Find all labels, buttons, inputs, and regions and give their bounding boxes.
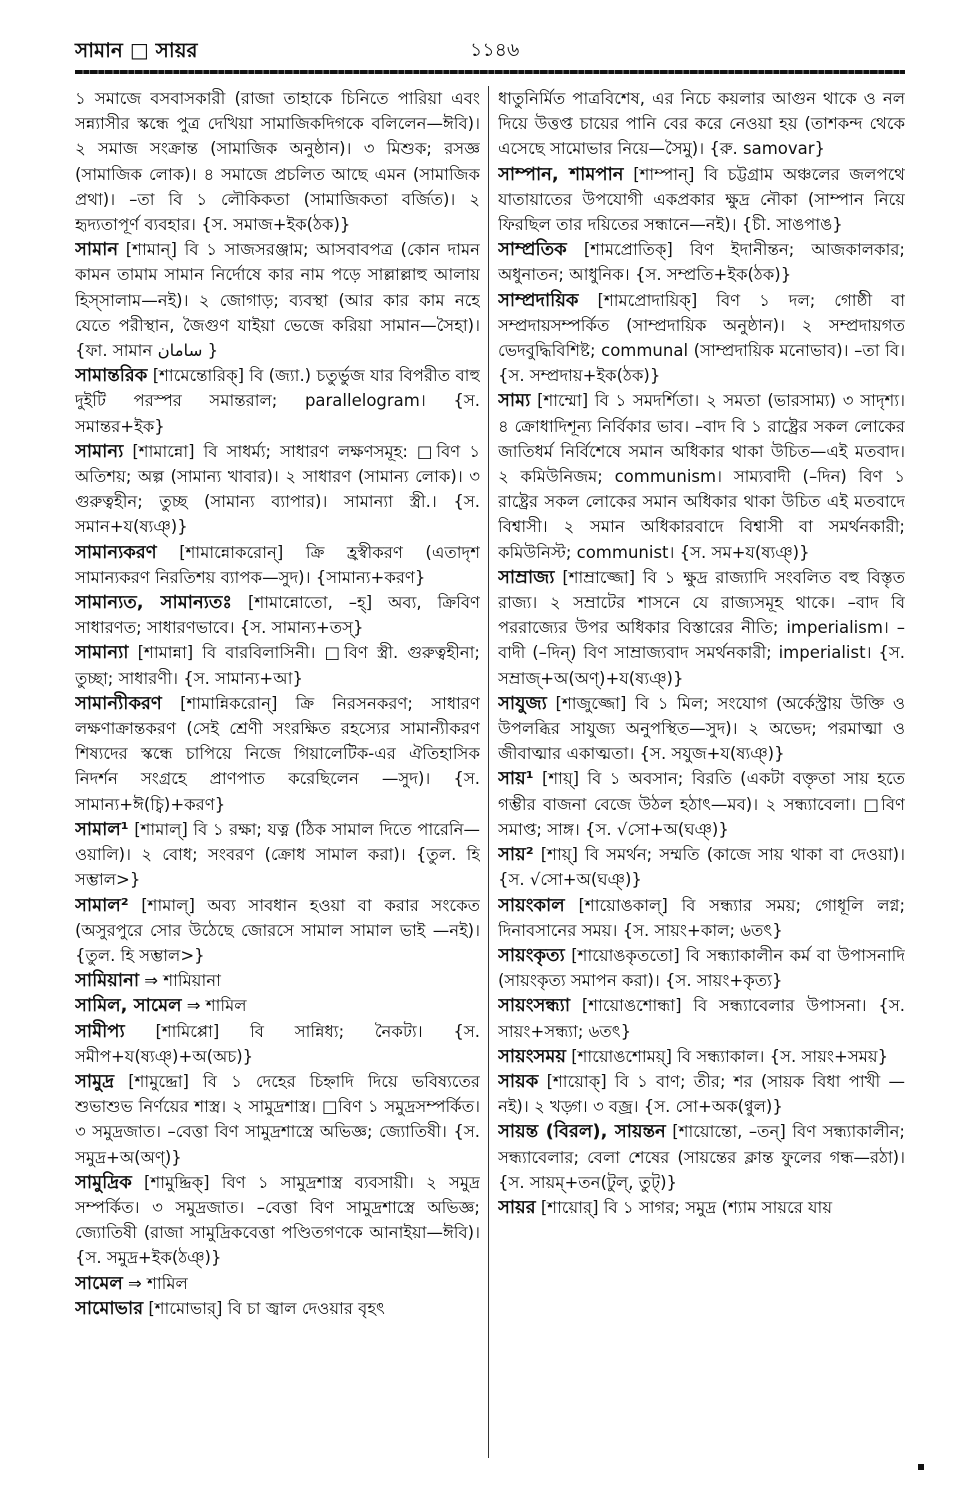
dictionary-entry [75,691,480,817]
definition: ⇒ শামিল [128,1273,188,1293]
headword: সায়ংকাল [498,894,565,916]
header-rule [75,70,905,74]
definition: [শায়োঙকাল্] বি সন্ধ্যার সময়; গোধূলি লগ্ন; দিনাবসানের সময়। {স. সায়ং+কাল; ৬তৎ} [498,895,905,940]
dictionary-entry [498,237,905,287]
dictionary-entry [75,86,480,237]
definition: [শাজুজ্জো] বি ১ মিল; সংযোগ (অর্কেস্ট্রায় উক্তি ও উপলব্ধির সাযুজ্য অনুপস্থিত—সুদ)। ২ অভেদ; পরমাত্মা ও জীবাত্মার একাত্মতা। {স. সযুজ+য(ষ্যঞ্)} [498,693,905,764]
definition: [শামপ্রোতিক্] বিণ ইদানীন্তন; আজকালকার; অধুনাতন; আধুনিক। {স. সম্প্রতি+ইক(ঠক)} [498,240,905,285]
headword: সামান্যত, সামান্যতঃ [75,592,233,614]
definition: [শামান্নোকরোন্] ক্রি হ্রস্বীকরণ (এতাদৃশ সামান্যকরণ নিরতিশয় ব্যাপক—সুদ)। {সামান্য+করণ} [75,542,480,587]
definition: [শাম্মো] বি ১ সমদর্শিতা। ২ সমতা (ভারসাম্য) ৩ সাদৃশ্য। ৪ ক্রোধাদিশূন্য নির্বিকার ভাব। –বাদ বি ১ রাষ্ট্রের সকল লোকের জাতিধর্ম নির্বিশেষে সমান অধিকার থাকা উচিত—এই মতবাদ। ২ কমিউনিজম; communism। সাম্যবাদী (–দিন) বিণ ১ রাষ্ট্রের সকল লোকের সমান অধিকার থাকা উচিত এই মতবাদে বিশ্বাসী। ২ সমান অধিকারবাদে বিশ্বাসী বা সমর্থনকারী; কমিউনিস্ট; communist। {স. সম+য(ষ্যঞ্)} [498,391,905,562]
headword: সামান্য [75,440,124,462]
running-header [75,36,905,66]
dictionary-entry [75,968,480,993]
headword: সামীপ্য [75,1020,125,1042]
definition: ১ সমাজে বসবাসকারী (রাজা তাহাকে চিনিতে পারিয়া এবং সন্ন্যাসীর স্কন্ধে পুত্র দেখিয়া সামাজিকদিগকে বলিলেন—ঈবি)। ২ সমাজ সংক্রান্ত (সামাজিক অনুষ্ঠান)। ৩ মিশুক; রসজ্ঞ (সামাজিক লোক)। ৪ সমাজে প্রচলিত আছে এমন (সামাজিক প্রথা)। –তা বি ১ লৌকিকতা (সামাজিকতা বর্জিত)। ২ হৃদ্যতাপূর্ণ ব্যবহার। {স. সমাজ+ইক(ঠক)} [75,89,480,235]
definition: [শায়োন্তো, –তন্] বিণ সন্ধ্যাকালীন; সন্ধ্যাবেলার; বেলা শেষের (সায়ন্তের ক্লান্ত ফুলের গন্ধ—রঠা)। {স. সায়ম্+তন(টুল্, তুট্)} [498,1122,905,1192]
column-divider [488,86,489,1458]
dictionary-entry [498,893,905,943]
definition: [শায়োঙকৃততো] বি সন্ধ্যাকালীন কর্ম বা উপাসনাদি (সায়ংকৃত্য সমাপন করা)। {স. সায়ং+কৃত্য} [498,945,905,991]
headword: সাযুজ্য [498,692,547,714]
definition: [শামাল্] অব্য সাবধান হওয়া বা করার সংকেত (অসুরপুরে সোর উঠেছে জোরসে সামাল সামাল ভাই —নই)। {তুল. হি সম্ভাল>} [75,895,480,965]
dictionary-entry [498,1119,905,1195]
headword: সামিল, সামেল [75,995,182,1017]
definition: [শায়োক্] বি ১ বাণ; তীর; শর (সায়ক বিধা পাখী —নই)। ২ খড়্গ। ৩ বজ্র। {স. সো+অক(ণ্বুল)} [498,1071,905,1117]
definition: [শামোভার্] বি চা জ্বাল দেওয়ার বৃহৎ [148,1298,385,1318]
headword: সামিয়ানা [75,970,140,992]
headword: সামান্যীকরণ [75,692,162,714]
dictionary-entry [75,817,480,893]
dictionary-entry [75,439,480,540]
dictionary-entry [75,993,480,1018]
definition: [শামান্নিকরোন্] ক্রি নিরসনকরণ; সাধারণ লক্ষণাক্রান্তকরণ (সেই শ্রেণী সংরক্ষিত রহস্যের সামান্যীকরণ শিষ্যদের স্কন্ধে চাপিয়ে নিজে গিয়ালেটিক-এর ঐতিহাসিক নিদর্শন সংগ্রহে প্রাণপাত করেছিলেন —সুদ)। {স. সামান্য+ঈ(চ্বি)+করণ} [75,693,480,814]
definition: [শায়োর্] বি ১ সাগর; সমুদ্র (শ্যাম সায়রে যায় [540,1197,833,1217]
headword: সাম্প্রতিক [498,239,567,261]
headword: সায়ংসন্ধ্যা [498,995,571,1017]
dictionary-entry [498,1069,905,1119]
dictionary-entry [498,1044,905,1069]
dictionary-entry [75,363,480,439]
headword: সায়ংসময় [498,1045,566,1067]
headword: সামাল² [75,894,129,916]
guide-words: সামান □ সায়র [75,38,198,62]
page-number: ১১৪৬ [470,39,520,61]
headword: সায়র [498,1196,536,1218]
definition: [শামান্নোতো, –হ্] অব্য, ক্রিবিণ সাধারণত; সাধারণভাবে। {স. সামান্য+তস্} [75,593,480,638]
dictionary-entry [75,893,480,969]
headword: সাম্য [498,390,531,412]
right-column [498,86,905,1456]
dictionary-entry [498,766,905,842]
dictionary-entry [75,237,480,363]
dictionary-entry [498,388,905,564]
definition: [শায়্] বি সমর্থন; সম্মতি (কাজে সায় থাকা বা দেওয়া)। {স. √সো+অ(ঘঞ্)} [498,845,905,890]
definition: [শামপ্রোদায়িক্] বিণ ১ দল; গোষ্ঠী বা সম্প্রদায়সম্পর্কিত (সাম্প্রদায়িক অনুষ্ঠান)। ২ সম্প্রদায়গত ভেদবুদ্ধিবিশিষ্ট; communal (সাম্প্রদায়িক মনোভাব)। –তা বি। {স. সম্প্রদায়+ইক(ঠক)} [498,290,905,386]
headword: সাম্রাজ্য [498,566,555,588]
dictionary-entry [75,1170,480,1271]
definition: [শায়োঙশোময়্] বি সন্ধ্যাকাল। {স. সায়ং+সময়} [571,1046,889,1066]
headword: সায়ংকৃত্য [498,944,565,966]
dictionary-entry [498,993,905,1043]
definition: [শাম্পান্] বি চট্টগ্রাম অঞ্চলের জলপথে যাতায়াতের উপযোগী একপ্রকার ক্ষুদ্র নৌকা (সাম্পান নিয়ে ফিরছিল তার দয়িতের সন্ধানে—নই)। {চী. সাঙপাঙ} [498,164,905,235]
dictionary-entry [498,288,905,389]
dictionary-entry [498,691,905,767]
headword: সায়² [498,844,534,866]
dictionary-entry [75,1069,480,1170]
headword: সায়ক [498,1070,539,1092]
headword: সামান্যা [75,642,129,664]
headword: সামান্তরিক [75,365,148,387]
definition: [শাম্রাজ্জো] বি ১ ক্ষুদ্র রাজ্যাদি সংবলিত বহু বিস্তৃত রাজ্য। ২ সম্রাটের শাসনে যে রাজ্যসমূহ থাকে। –বাদ বি পররাজ্যের উপর অধিকার বিস্তারের নীতি; imperialism। –বাদী (–দিন্) বিণ সাম্রাজ্যবাদ সমর্থনকারী; imperialist। {স. সম্রাজ্+অ(অণ্)+য(ষ্যঞ্)} [498,567,905,688]
page-mark [918,1464,924,1470]
headword: সামুদ্র [75,1070,115,1092]
dictionary-entry [498,162,905,238]
definition: [শামাল্] বি ১ রক্ষা; যত্ন (ঠিক সামাল দিতে পারেনি—ওয়ালি)। ২ বোধ; সংবরণ (ক্রোধ সামাল করা)। {তুল. হি সম্ভাল>} [75,819,480,890]
definition: [শামান্] বি ১ সাজসরঞ্জাম; আসবাবপত্র (কোন দামন কামন তামাম সামান নির্দোষে কার নাম পড়ে সাল্লাল্লাহু আলায় হিস্সালাম—নই)। ২ জোগাড়; ব্যবস্থা (আর কার কাম নহে যেতে পরীস্থান, জৈগুণ যাইয়া ভেজে করিয়া সামান—সৈহা)। {ফা. সামান سامان } [75,240,480,361]
headword: সামুদ্রিক [75,1171,132,1193]
dictionary-entry [498,1195,905,1220]
dictionary-entry [75,1019,480,1069]
dictionary-entry [498,86,905,162]
definition: ⇒ শামিয়ানা [144,971,221,991]
dictionary-entry [75,590,480,640]
dictionary-entry [75,1296,480,1321]
definition: [শায়্] বি ১ অবসান; বিরতি (একটা বক্তৃতা সায় হতে গম্ভীর বাজনা বেজে উঠল হঠাৎ—মব)। ২ সন্ধ্যাবেলা। □বিণ সমাপ্ত; সাঙ্গ। {স. √সো+অ(ঘঞ্)} [498,769,905,839]
definition: [শামুদ্দ্রিক্] বিণ ১ সামুদ্রশাস্ত্র ব্যবসায়ী। ২ সমুদ্র সম্পর্কিত। ৩ সমুদ্রজাত। –বেত্তা বিণ সামুদ্রশাস্ত্রে অভিজ্ঞ; জ্যোতিষী (রাজা সামুদ্রিকবেত্তা পণ্ডিতগণকে আনাইয়া—ঈবি)। {স. সমুদ্র+ইক(ঠঞ্)} [75,1172,480,1268]
definition: ধাতুনির্মিত পাত্রবিশেষ, এর নিচে কয়লার আগুন থাকে ও নল দিয়ে উত্তপ্ত চায়ের পানি বের করে নেওয়া হয় (তাশকন্দ থেকে এসেছে সামোভার নিয়ে—সৈমু)। {রু. samovar} [498,89,905,159]
headword: সাম্পান, শামপান [498,163,624,185]
headword: সামান [75,239,119,261]
headword: সামেল [75,1272,123,1294]
headword: সামোভার [75,1297,144,1319]
definition: ⇒ শামিল [186,996,247,1016]
dictionary-entry [75,1271,480,1296]
definition: [শায়োঙশোন্ধা] বি সন্ধ্যাবেলার উপাসনা। {স. সায়ং+সন্ধ্যা; ৬তৎ} [498,996,905,1041]
definition: [শামান্না] বি বারবিলাসিনী। □বিণ স্ত্রী. গুরুত্বহীনা; তুচ্ছা; সাধারণী। {স. সামান্য+আ} [75,643,480,688]
dictionary-entry [498,943,905,993]
dictionary-entry [75,540,480,590]
headword: সামাল¹ [75,818,129,840]
left-column [75,86,480,1456]
definition: [শামিপ্পো] বি সান্নিধ্য; নৈকট্য। {স. সমীপ+য(ষ্যঞ্)+অ(অচ)} [75,1021,480,1066]
definition: [শামান্নো] বি সাধর্ম্য; সাধারণ লক্ষণসমূহ: □বিণ ১ অতিশয়; অল্প (সামান্য খাবার)। ২ সাধারণ (সামান্য লোক)। ৩ গুরুত্বহীন; তুচ্ছ (সামান্য ব্যাপার)। সামান্যা স্ত্রী.। {স. সমান+য(ষ্যঞ্)} [75,441,480,537]
headword: সায়¹ [498,768,534,790]
definition: [শামেন্তোরিক্] বি (জ্যা.) চতুর্ভুজ যার বিপরীত বাহু দুইটি পরস্পর সমান্তরাল; parallelogram। {স. সমান্তর+ইক} [75,366,480,436]
dictionary-entry [498,565,905,691]
definition: [শামুদ্দ্রো] বি ১ দেহের চিহ্নাদি দিয়ে ভবিষ্যতের শুভাশুভ নির্ণয়ের শাস্ত্র। ২ সামুদ্রশাস্ত্র। □বিণ ১ সমুদ্রসম্পর্কিত। ৩ সমুদ্রজাত। –বেত্তা বিণ সামুদ্রশাস্ত্রে অভিজ্ঞ; জ্যোতিষী। {স. সমুদ্র+অ(অণ্)} [75,1071,480,1167]
headword: সামান্যকরণ [75,541,157,563]
dictionary-entry [75,640,480,690]
dictionary-entry [498,842,905,892]
headword: সাম্প্রদায়িক [498,289,579,311]
headword: সায়ন্ত (বিরল), সায়ন্তন [498,1121,666,1143]
